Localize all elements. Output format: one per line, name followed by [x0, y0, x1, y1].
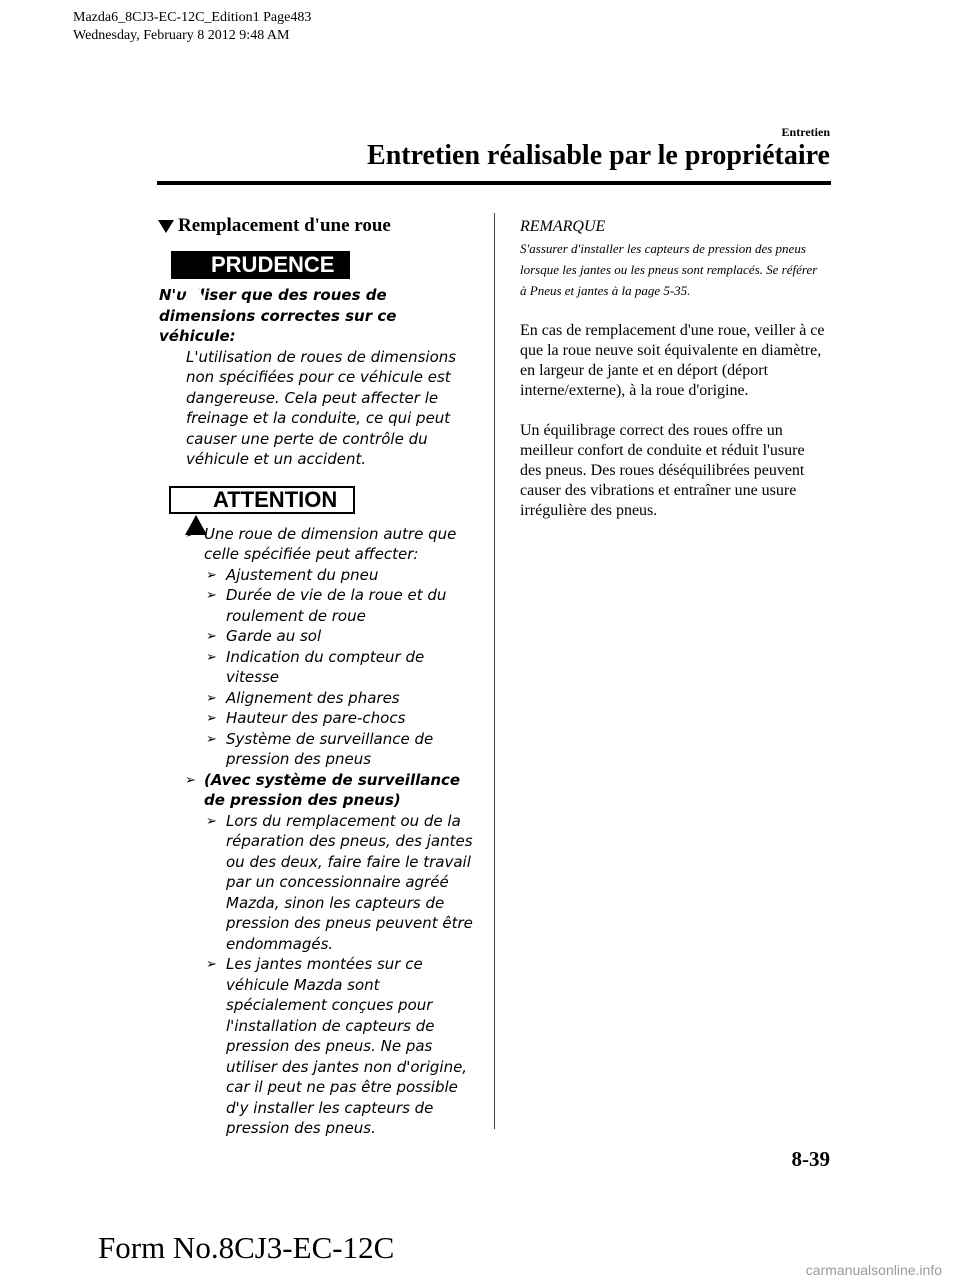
warning-icon: !: [185, 490, 207, 510]
right-column: [520, 218, 836, 521]
list-item: [206, 729, 479, 770]
list-item: [206, 647, 479, 688]
list-item: [185, 524, 479, 770]
sub-item-text: Système de surveillance de pression des pneus: [226, 729, 434, 768]
list-item: [206, 626, 479, 647]
paragraph-1: En cas de remplacement d'une roue, veiller à ce que la roue neuve soit équivalente en diamètre, en largeur de jante et en déport (déport interne/externe), à la roue d'origine.: [520, 322, 825, 399]
attention-label: ATTENTION: [213, 486, 338, 512]
caution-lead: N'utiliser que des roues de dimensions correctes sur ce véhicule:: [159, 286, 397, 345]
note-body: S'assurer d'installer les capteurs de pression des pneus lorsque les jantes ou les pneus sont remplacés. Se référer à Pneus et jantes à la page 5-35.: [520, 241, 818, 298]
watermark: carmanualsonline.info: [805, 1262, 942, 1278]
list-item: [206, 565, 479, 586]
form-number: Form No.8CJ3-EC-12C: [98, 1230, 395, 1265]
attention-badge: [169, 486, 355, 514]
list-item: [206, 954, 479, 1139]
caution-body: L'utilisation de roues de dimensions non spécifiées pour ce véhicule est dangereuse. Cela peut affecter le freinage et la conduite, ce qui peut causer une perte de contrôle du véhicule et un accident.: [186, 347, 457, 468]
arrow-bullet-icon: ➢: [206, 649, 217, 665]
sub-item-text: Les jantes montées sur ce véhicule Mazda sont spécialement conçues pour l'installation de capteurs de pression des pneus. Ne pas utiliser des jantes non d'origine, car il peut ne pas être possible d'y installer les capteurs de pression des pneus.: [226, 955, 468, 1137]
list-item: [206, 708, 479, 729]
print-info-date: Wednesday, February 8 2012 9:48 AM: [73, 28, 290, 43]
arrow-bullet-icon: ➢: [206, 711, 217, 726]
warning-icon: !: [183, 255, 205, 275]
attention-item-2: (Avec système de surveillance de pression des pneus): [204, 770, 461, 809]
arrow-bullet-icon: ➢: [206, 957, 217, 972]
arrow-bullet-icon: ➢: [185, 772, 196, 788]
sub-item-text: Garde au sol: [226, 627, 322, 645]
note-title: REMARQUE: [520, 218, 606, 235]
arrow-bullet-icon: ➢: [206, 731, 217, 747]
caution-badge: [171, 251, 350, 279]
page-number: 8-39: [791, 1147, 830, 1171]
chapter-label: Entretien: [781, 125, 830, 139]
arrow-bullet-icon: ➢: [206, 813, 217, 829]
attention-item-1: Une roue de dimension autre que celle spécifiée peut affecter:: [204, 524, 457, 563]
caution-label: PRUDENCE: [211, 252, 335, 277]
list-item: [206, 688, 479, 709]
list-item: [206, 585, 479, 626]
subheading: [158, 215, 479, 237]
sub-list: [206, 811, 479, 1139]
header-rule: [157, 181, 831, 185]
sub-item-text: Durée de vie de la roue et du roulement de roue: [226, 586, 447, 625]
column-divider: [494, 213, 495, 1129]
sub-item-text: Indication du compteur de vitesse: [226, 647, 425, 686]
sub-item-text: Hauteur des pare-chocs: [226, 709, 406, 727]
arrow-bullet-icon: ➢: [206, 588, 217, 603]
section-title: Entretien réalisable par le propriétaire: [367, 140, 830, 171]
arrow-bullet-icon: ➢: [185, 526, 196, 542]
list-item: [206, 811, 479, 955]
arrow-bullet-icon: ➢: [206, 629, 217, 644]
subheading-text: Remplacement d'une roue: [178, 215, 391, 236]
print-info-file: Mazda6_8CJ3-EC-12C_Edition1 Page483: [73, 10, 312, 25]
sub-item-text: Ajustement du pneu: [226, 565, 379, 584]
list-item: [185, 770, 479, 1139]
sub-list: [206, 565, 479, 770]
arrow-bullet-icon: ➢: [206, 567, 217, 583]
left-column: [159, 215, 479, 1139]
sub-item-text: Lors du remplacement ou de la réparation des pneus, des jantes ou des deux, faire faire le travail par un concessionnaire agréé Mazda, sinon les capteurs de pression des pneus peuvent être endommagés.: [226, 811, 473, 953]
sub-item-text: Alignement des phares: [226, 688, 400, 707]
paragraph-2: Un équilibrage correct des roues offre un meilleur confort de conduite et réduit l'usure des pneus. Des roues déséquilibrées peuvent causer des vibrations et entraîner une usure irrégulière des pneus.: [520, 422, 805, 519]
print-info: [73, 9, 311, 45]
arrow-bullet-icon: ➢: [206, 690, 217, 706]
down-triangle-icon: [158, 220, 174, 233]
attention-list: [185, 524, 479, 1139]
